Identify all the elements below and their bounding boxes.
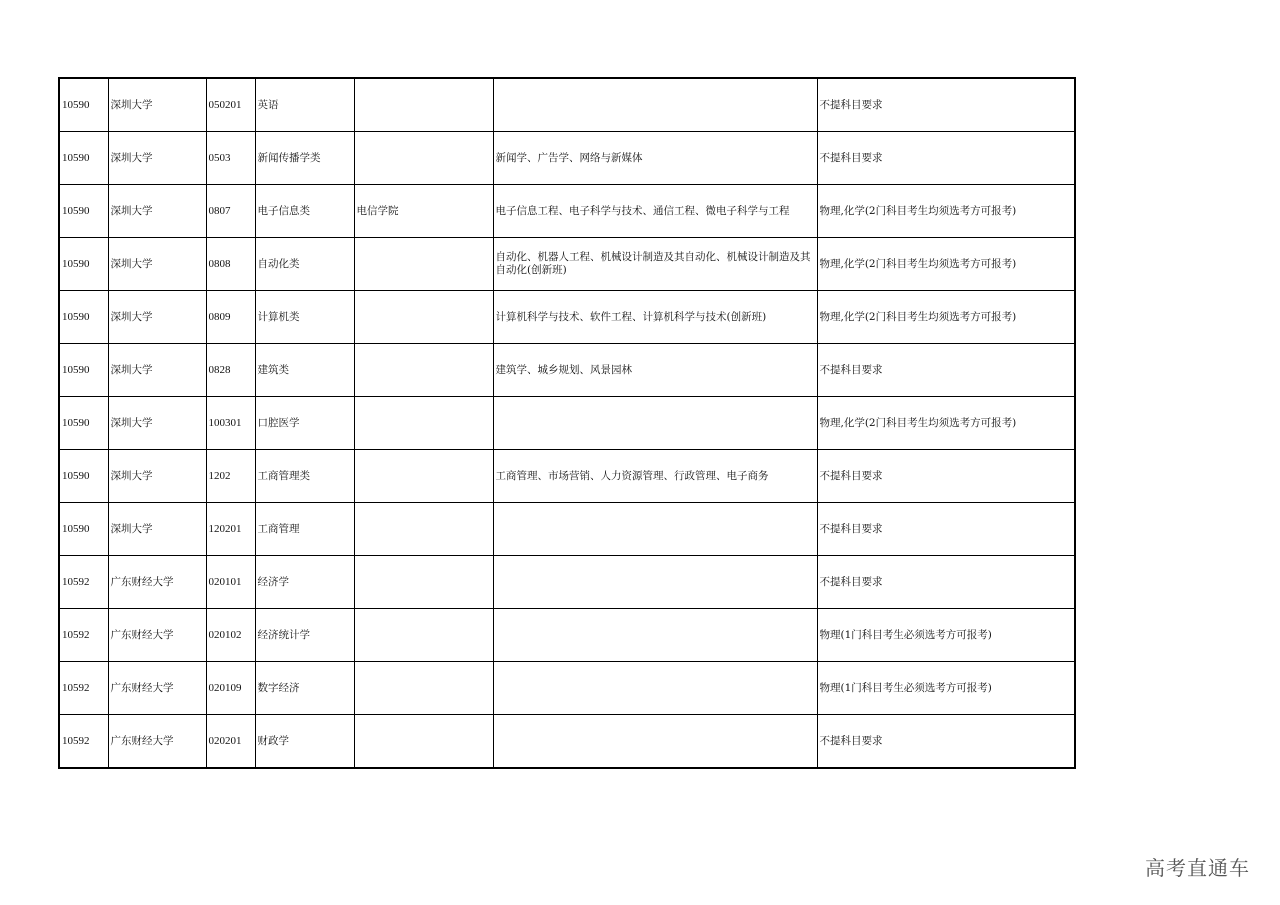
major-name-cell: 财政学 bbox=[255, 715, 354, 769]
major-code-cell: 020101 bbox=[206, 556, 255, 609]
major-name-cell: 新闻传播学类 bbox=[255, 132, 354, 185]
school-code-cell: 10590 bbox=[59, 503, 108, 556]
school-code-cell: 10590 bbox=[59, 238, 108, 291]
school-code-cell: 10590 bbox=[59, 185, 108, 238]
watermark-text: 高考直通车 bbox=[1145, 856, 1250, 880]
subject-requirement-cell: 不提科目要求 bbox=[817, 344, 1075, 397]
college-cell bbox=[354, 503, 493, 556]
college-cell bbox=[354, 609, 493, 662]
included-majors-cell: 工商管理、市场营销、人力资源管理、行政管理、电子商务 bbox=[493, 450, 817, 503]
table-row bbox=[59, 344, 1075, 397]
included-majors-cell: 建筑学、城乡规划、风景园林 bbox=[493, 344, 817, 397]
major-code-cell: 120201 bbox=[206, 503, 255, 556]
school-name-cell: 深圳大学 bbox=[108, 185, 206, 238]
school-code-cell: 10590 bbox=[59, 291, 108, 344]
table-row bbox=[59, 185, 1075, 238]
included-majors-cell: 计算机科学与技术、软件工程、计算机科学与技术(创新班) bbox=[493, 291, 817, 344]
major-name-cell: 电子信息类 bbox=[255, 185, 354, 238]
major-code-cell: 0807 bbox=[206, 185, 255, 238]
school-code-cell: 10592 bbox=[59, 556, 108, 609]
school-code-cell: 10590 bbox=[59, 397, 108, 450]
table-row bbox=[59, 556, 1075, 609]
school-code-cell: 10590 bbox=[59, 344, 108, 397]
school-name-cell: 深圳大学 bbox=[108, 132, 206, 185]
table-row bbox=[59, 503, 1075, 556]
major-code-cell: 100301 bbox=[206, 397, 255, 450]
school-name-cell: 广东财经大学 bbox=[108, 609, 206, 662]
subject-requirement-cell: 不提科目要求 bbox=[817, 556, 1075, 609]
included-majors-cell bbox=[493, 556, 817, 609]
subject-requirement-cell: 不提科目要求 bbox=[817, 450, 1075, 503]
major-code-cell: 0809 bbox=[206, 291, 255, 344]
major-code-cell: 020109 bbox=[206, 662, 255, 715]
major-name-cell: 口腔医学 bbox=[255, 397, 354, 450]
school-name-cell: 深圳大学 bbox=[108, 78, 206, 132]
table-row bbox=[59, 78, 1075, 132]
included-majors-cell bbox=[493, 397, 817, 450]
table-row bbox=[59, 715, 1075, 769]
college-cell bbox=[354, 78, 493, 132]
table-row bbox=[59, 238, 1075, 291]
college-cell bbox=[354, 238, 493, 291]
school-name-cell: 深圳大学 bbox=[108, 291, 206, 344]
college-cell bbox=[354, 132, 493, 185]
school-name-cell: 深圳大学 bbox=[108, 344, 206, 397]
table-row bbox=[59, 397, 1075, 450]
major-name-cell: 自动化类 bbox=[255, 238, 354, 291]
subject-requirement-cell: 物理,化学(2门科目考生均须选考方可报考) bbox=[817, 238, 1075, 291]
school-name-cell: 广东财经大学 bbox=[108, 556, 206, 609]
major-code-cell: 1202 bbox=[206, 450, 255, 503]
included-majors-cell: 电子信息工程、电子科学与技术、通信工程、微电子科学与工程 bbox=[493, 185, 817, 238]
included-majors-cell bbox=[493, 503, 817, 556]
subject-requirement-cell: 物理(1门科目考生必须选考方可报考) bbox=[817, 662, 1075, 715]
admission-table-container bbox=[58, 77, 1074, 769]
table-row bbox=[59, 662, 1075, 715]
subject-requirement-cell: 物理,化学(2门科目考生均须选考方可报考) bbox=[817, 291, 1075, 344]
school-code-cell: 10590 bbox=[59, 78, 108, 132]
college-cell bbox=[354, 344, 493, 397]
major-name-cell: 工商管理类 bbox=[255, 450, 354, 503]
table-row bbox=[59, 450, 1075, 503]
school-code-cell: 10590 bbox=[59, 450, 108, 503]
college-cell: 电信学院 bbox=[354, 185, 493, 238]
school-name-cell: 深圳大学 bbox=[108, 450, 206, 503]
college-cell bbox=[354, 662, 493, 715]
school-code-cell: 10592 bbox=[59, 609, 108, 662]
college-cell bbox=[354, 291, 493, 344]
school-name-cell: 深圳大学 bbox=[108, 238, 206, 291]
included-majors-cell bbox=[493, 609, 817, 662]
school-code-cell: 10590 bbox=[59, 132, 108, 185]
major-code-cell: 0828 bbox=[206, 344, 255, 397]
included-majors-cell: 自动化、机器人工程、机械设计制造及其自动化、机械设计制造及其自动化(创新班) bbox=[493, 238, 817, 291]
major-name-cell: 建筑类 bbox=[255, 344, 354, 397]
college-cell bbox=[354, 715, 493, 769]
school-name-cell: 深圳大学 bbox=[108, 397, 206, 450]
included-majors-cell bbox=[493, 78, 817, 132]
school-name-cell: 广东财经大学 bbox=[108, 715, 206, 769]
school-code-cell: 10592 bbox=[59, 715, 108, 769]
subject-requirement-cell: 不提科目要求 bbox=[817, 132, 1075, 185]
subject-requirement-cell: 不提科目要求 bbox=[817, 715, 1075, 769]
included-majors-cell bbox=[493, 662, 817, 715]
major-name-cell: 计算机类 bbox=[255, 291, 354, 344]
school-name-cell: 深圳大学 bbox=[108, 503, 206, 556]
table-row bbox=[59, 291, 1075, 344]
subject-requirement-cell: 物理,化学(2门科目考生均须选考方可报考) bbox=[817, 397, 1075, 450]
included-majors-cell bbox=[493, 715, 817, 769]
school-name-cell: 广东财经大学 bbox=[108, 662, 206, 715]
college-cell bbox=[354, 556, 493, 609]
major-code-cell: 020201 bbox=[206, 715, 255, 769]
major-name-cell: 工商管理 bbox=[255, 503, 354, 556]
table-row bbox=[59, 609, 1075, 662]
major-code-cell: 050201 bbox=[206, 78, 255, 132]
table-body bbox=[59, 78, 1075, 768]
subject-requirement-cell: 物理,化学(2门科目考生均须选考方可报考) bbox=[817, 185, 1075, 238]
major-name-cell: 数字经济 bbox=[255, 662, 354, 715]
table-row bbox=[59, 132, 1075, 185]
school-code-cell: 10592 bbox=[59, 662, 108, 715]
subject-requirement-cell: 不提科目要求 bbox=[817, 503, 1075, 556]
major-code-cell: 0503 bbox=[206, 132, 255, 185]
college-cell bbox=[354, 397, 493, 450]
major-name-cell: 经济学 bbox=[255, 556, 354, 609]
subject-requirement-cell: 物理(1门科目考生必须选考方可报考) bbox=[817, 609, 1075, 662]
included-majors-cell: 新闻学、广告学、网络与新媒体 bbox=[493, 132, 817, 185]
major-code-cell: 020102 bbox=[206, 609, 255, 662]
college-cell bbox=[354, 450, 493, 503]
admission-requirements-table bbox=[58, 77, 1076, 769]
subject-requirement-cell: 不提科目要求 bbox=[817, 78, 1075, 132]
major-name-cell: 经济统计学 bbox=[255, 609, 354, 662]
major-code-cell: 0808 bbox=[206, 238, 255, 291]
major-name-cell: 英语 bbox=[255, 78, 354, 132]
